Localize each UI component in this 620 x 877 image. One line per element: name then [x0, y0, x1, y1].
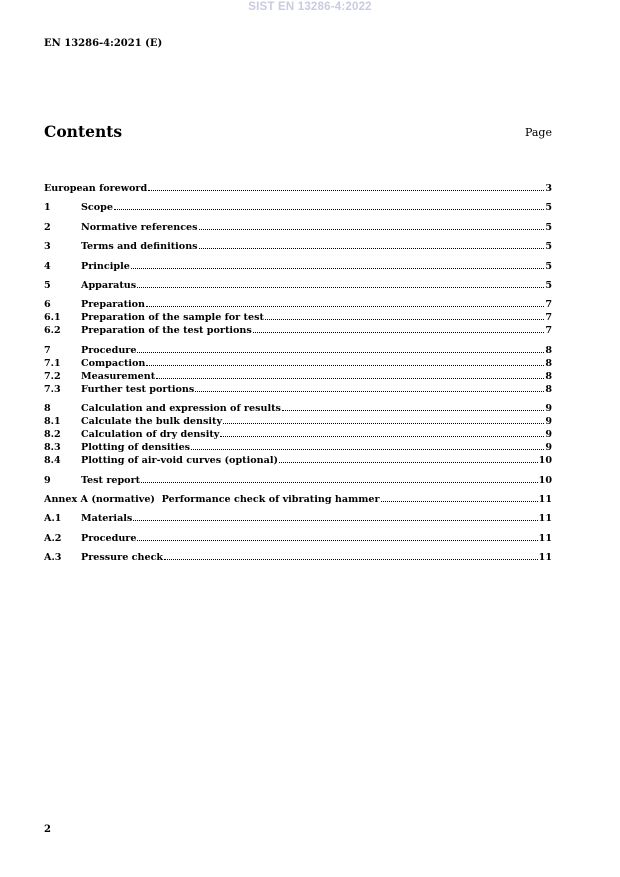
toc-entry-page: 8	[545, 370, 552, 382]
leader-dots	[148, 181, 544, 191]
toc-entry-title: Measurement	[81, 370, 156, 382]
page-column-label: Page	[524, 126, 552, 139]
toc-entry-title: Procedure	[81, 344, 137, 356]
toc-entry-number: 4	[44, 260, 51, 272]
toc-entry[interactable]	[44, 323, 552, 336]
toc-entry-title: Scope	[81, 202, 113, 214]
toc-entry[interactable]	[44, 220, 552, 233]
toc-entry-title: Plotting of densities	[81, 442, 191, 454]
toc-entry-title: Calculation and expression of results	[81, 403, 281, 415]
toc-entry-page: 11	[538, 513, 552, 525]
toc-entry[interactable]	[44, 200, 552, 213]
toc-entry-page: 7	[545, 325, 552, 337]
toc-entry-page: 8	[545, 344, 552, 356]
toc-entry-number: 7.1	[44, 357, 61, 369]
toc-entry-number: 6.1	[44, 312, 61, 324]
toc-entry-page: 5	[545, 221, 552, 233]
toc-entry-page: 7	[545, 312, 552, 324]
leader-dots	[253, 323, 545, 333]
toc-entry-title: Plotting of air-void curves (optional)	[81, 455, 279, 467]
toc-entry-number: A.3	[44, 552, 62, 564]
toc-entry[interactable]	[44, 531, 552, 544]
toc-entry-number: A.1	[44, 513, 62, 525]
toc-entry-title: Preparation	[81, 299, 146, 311]
toc-entry[interactable]	[44, 453, 552, 466]
leader-dots	[164, 550, 538, 560]
toc-entry[interactable]	[44, 492, 552, 505]
toc-entry-page: 11	[538, 532, 552, 544]
toc-entry[interactable]	[44, 259, 552, 272]
leader-dots	[199, 239, 545, 249]
leader-dots	[191, 440, 544, 450]
leader-dots	[137, 343, 544, 353]
toc-entry-title: European foreword	[44, 183, 148, 194]
leader-dots	[282, 401, 544, 411]
toc-entry-title: Annex A (normative) Performance check of vibrating hammer	[44, 493, 380, 505]
leader-dots	[137, 278, 544, 288]
toc-entry-page: 9	[545, 416, 552, 428]
toc-entry[interactable]	[44, 310, 552, 323]
toc-entry[interactable]	[44, 427, 552, 440]
leader-dots	[133, 511, 537, 521]
toc-entry-page: 5	[545, 202, 552, 214]
toc-entry-number: 8.3	[44, 442, 61, 454]
toc-entry-page: 8	[545, 357, 552, 369]
toc-entry[interactable]	[44, 414, 552, 427]
toc-entry-title: Preparation of the sample for test	[81, 312, 264, 324]
toc-entry[interactable]	[44, 473, 552, 486]
leader-dots	[114, 200, 544, 210]
toc-entry-title: Apparatus	[81, 279, 137, 291]
toc-entry-number: 8.4	[44, 455, 61, 467]
leader-dots	[146, 297, 544, 307]
toc-entry-number: 3	[44, 241, 51, 253]
page-number: 2	[44, 824, 51, 835]
toc-entry-page: 8	[545, 383, 552, 395]
toc-entry-title: Test report	[81, 474, 141, 486]
leader-dots	[381, 492, 538, 502]
toc-entry[interactable]	[44, 440, 552, 453]
toc-entry-page: 10	[538, 474, 552, 486]
toc-entry-page: 11	[538, 552, 552, 564]
toc-entry-number: A.2	[44, 532, 62, 544]
toc-entry-number: 7.3	[44, 383, 61, 395]
leader-dots	[279, 453, 538, 463]
toc-entry[interactable]	[44, 181, 552, 194]
toc-entry[interactable]	[44, 401, 552, 414]
toc-entry-number: 2	[44, 221, 51, 233]
leader-dots	[141, 473, 538, 483]
toc-entry-title: Normative references	[81, 221, 198, 233]
toc-entry-page: 5	[545, 241, 552, 253]
leader-dots	[146, 356, 544, 366]
toc-entry-title: Procedure	[81, 532, 137, 544]
toc-entry-title: Preparation of the test portions	[81, 325, 252, 337]
table-of-contents	[44, 181, 552, 563]
toc-entry[interactable]	[44, 550, 552, 563]
toc-entry[interactable]	[44, 297, 552, 310]
page-title: Contents	[44, 122, 123, 141]
leader-dots	[265, 310, 544, 320]
document-header: EN 13286-4:2021 (E)	[44, 38, 163, 49]
toc-entry-page: 9	[545, 429, 552, 441]
toc-entry-title: Compaction	[81, 357, 146, 369]
toc-entry-number: 7.2	[44, 370, 61, 382]
leader-dots	[131, 259, 544, 269]
toc-entry-number: 6	[44, 299, 51, 311]
toc-entry[interactable]	[44, 382, 552, 395]
toc-entry-page: 9	[545, 403, 552, 415]
toc-entry-title: Terms and definitions	[81, 241, 198, 253]
toc-entry-title: Calculate the bulk density	[81, 416, 223, 428]
toc-entry-number: 7	[44, 344, 51, 356]
watermark: SIST EN 13286-4:2022	[248, 1, 372, 13]
toc-entry-title: Further test portions	[81, 383, 195, 395]
toc-entry-number: 8.2	[44, 429, 61, 441]
leader-dots	[223, 414, 544, 424]
toc-entry[interactable]	[44, 356, 552, 369]
toc-entry-title: Materials	[81, 513, 133, 525]
toc-entry-number: 8	[44, 403, 51, 415]
toc-entry-page: 7	[545, 299, 552, 311]
toc-entry-page: 11	[538, 493, 552, 505]
toc-entry-number: 1	[44, 202, 51, 214]
toc-entry-page: 5	[545, 260, 552, 272]
toc-entry-page: 3	[545, 183, 552, 194]
leader-dots	[199, 220, 545, 230]
toc-entry[interactable]	[44, 239, 552, 252]
toc-entry-title: Calculation of dry density	[81, 429, 220, 441]
toc-entry[interactable]	[44, 511, 552, 524]
toc-entry-page: 5	[545, 279, 552, 291]
toc-entry[interactable]	[44, 369, 552, 382]
toc-entry-title: Principle	[81, 260, 130, 272]
toc-entry[interactable]	[44, 343, 552, 356]
leader-dots	[137, 531, 537, 541]
toc-entry-number: 8.1	[44, 416, 61, 428]
toc-entry-number: 9	[44, 474, 51, 486]
toc-entry-title: Pressure check	[81, 552, 164, 564]
leader-dots	[156, 369, 544, 379]
toc-entry-page: 10	[538, 455, 552, 467]
toc-entry-number: 5	[44, 279, 51, 291]
leader-dots	[195, 382, 544, 392]
toc-entry[interactable]	[44, 278, 552, 291]
toc-entry-number: 6.2	[44, 325, 61, 337]
leader-dots	[220, 427, 544, 437]
toc-entry-page: 9	[545, 442, 552, 454]
